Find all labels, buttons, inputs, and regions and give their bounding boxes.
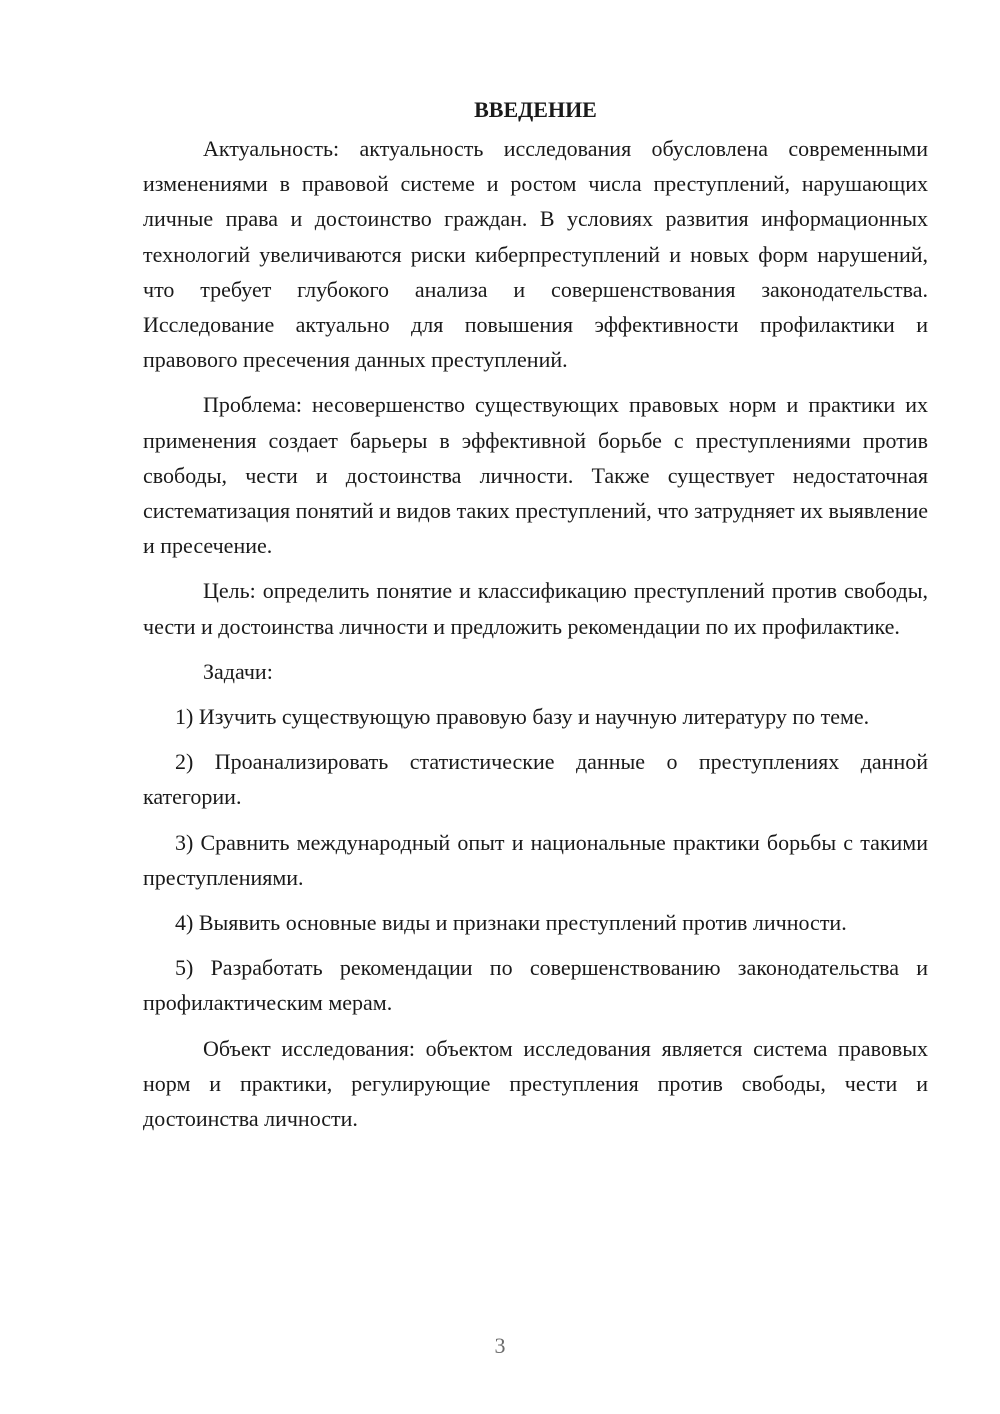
section-heading: ВВЕДЕНИЕ [474, 97, 597, 122]
document-page [143, 92, 928, 1146]
task-item-2: 2) Проанализировать статистические данные о преступлениях данной категории. [143, 749, 928, 810]
task-item-1: 1) Изучить существующую правовую базу и научную литературу по теме. [175, 704, 870, 730]
task-item-5: 5) Разработать рекомендации по совершенствованию законодательства и профилактическим мерам. [143, 955, 928, 1016]
relevance-paragraph: Актуальность: актуальность исследования обусловлена современными изменениями в правовой системе и ростом числа преступлений, нарушающих личные права и достоинство граждан. В условиях развития информационных технологий увеличиваются риски киберпреступлений и новых форм нарушений, что требует глубокого анализа и совершенствования законодательства. Исследование актуально для повышения эффективности профилактики и правового пресечения данных преступлений. [143, 136, 928, 373]
task-item-3: 3) Сравнить международный опыт и национальные практики борьбы с такими преступлениями. [143, 829, 928, 890]
problem-paragraph: Проблема: несовершенство существующих правовых норм и практики их применения создает барьеры в эффективной борьбе с преступлениями против свободы, чести и достоинства личности. Также существует недостаточная систематизация понятий и видов таких преступлений, что затрудняет их выявление и пресечение. [143, 392, 928, 559]
task-item-4: 4) Выявить основные виды и признаки преступлений против личности. [175, 910, 847, 936]
page-number: 3 [494, 1333, 506, 1358]
object-paragraph: Объект исследования: объектом исследования является система правовых норм и практики, регулирующие преступления против свободы, чести и достоинства личности. [143, 1035, 928, 1132]
goal-paragraph: Цель: определить понятие и классификацию преступлений против свободы, чести и достоинства личности и предложить рекомендации по их профилактике. [143, 578, 928, 639]
tasks-label: Задачи: [203, 658, 273, 684]
